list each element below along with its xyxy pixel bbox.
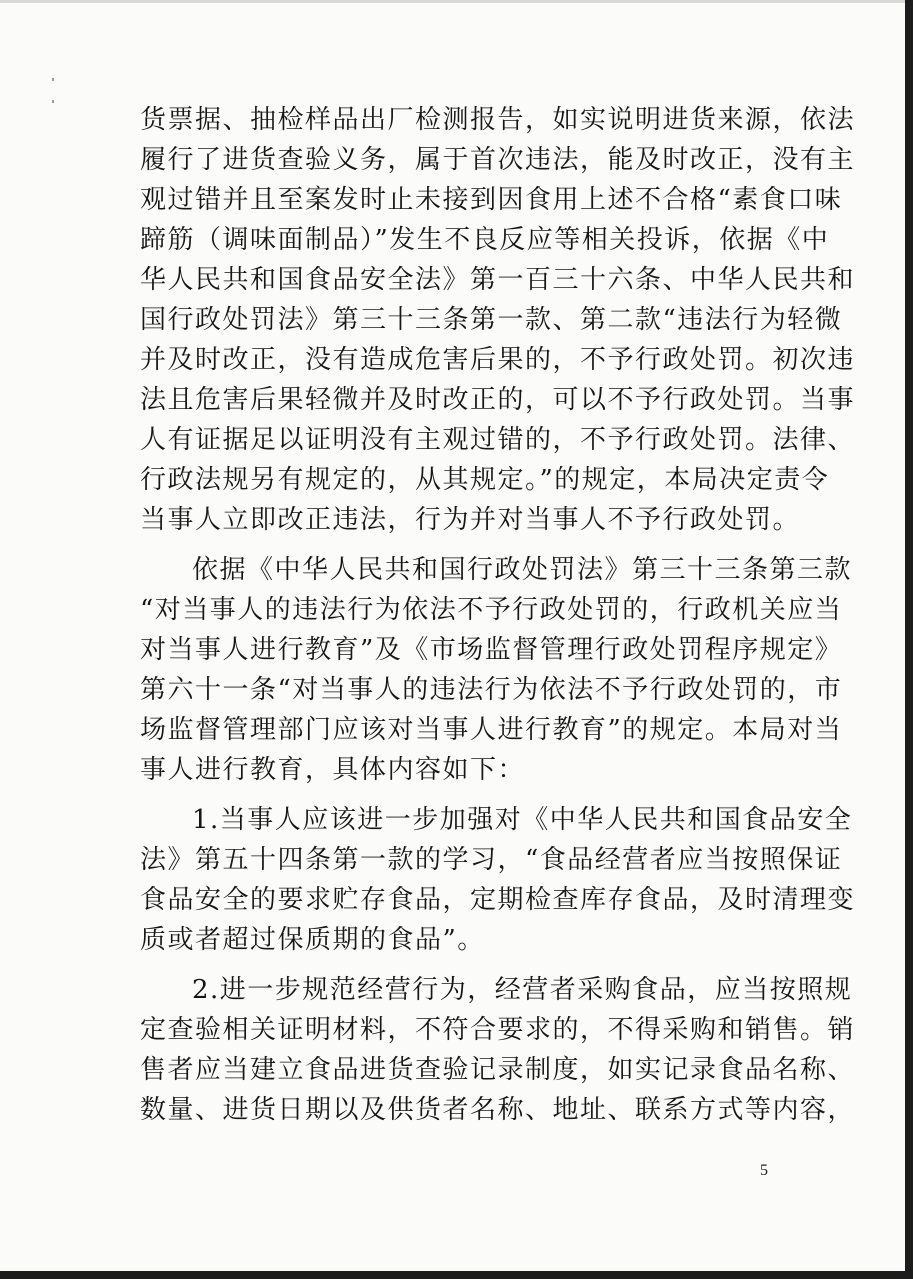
text-line: 食品安全的要求贮存食品，定期检查库存食品，及时清理变 bbox=[140, 885, 856, 915]
text-line: 国行政处罚法》第三十三条第一款、第二款“违法行为轻微 bbox=[140, 305, 843, 335]
text-line: 法》第五十四条第一款的学习，“食品经营者应当按照保证 bbox=[140, 845, 843, 875]
text-line: 场监督管理部门应该对当事人进行教育”的规定。本局对当 bbox=[140, 715, 843, 745]
text-line: 并及时改正，没有造成危害后果的，不予行政处罚。初次违 bbox=[140, 345, 856, 375]
text-line: 第六十一条“对当事人的违法行为依法不予行政处罚的，市 bbox=[140, 675, 843, 705]
text-line: 货票据、抽检样品出厂检测报告，如实说明进货来源，依法 bbox=[140, 105, 856, 135]
text-line: 履行了进货查验义务，属于首次违法，能及时改正，没有主 bbox=[140, 145, 856, 175]
text-line: 蹄筋（调味面制品）”发生不良反应等相关投诉，依据《中 bbox=[140, 225, 830, 255]
paragraph bbox=[140, 800, 856, 960]
text-line: 1.当事人应该进一步加强对《中华人民共和国食品安全 bbox=[192, 805, 853, 835]
paragraph-gap bbox=[140, 540, 770, 550]
text-line: 华人民共和国食品安全法》第一百三十六条、中华人民共和 bbox=[140, 265, 856, 295]
text-line: 对当事人进行教育”及《市场监督管理行政处罚程序规定》 bbox=[140, 635, 843, 665]
text-line: 依据《中华人民共和国行政处罚法》第三十三条第三款 bbox=[192, 555, 853, 585]
paragraph-gap bbox=[140, 960, 770, 970]
document-body bbox=[140, 100, 856, 1130]
text-line: 人有证据足以证明没有主观过错的，不予行政处罚。法律、 bbox=[140, 425, 856, 455]
paragraph bbox=[140, 550, 853, 790]
scan-speck bbox=[52, 100, 54, 103]
text-line: 售者应当建立食品进货查验记录制度，如实记录食品名称、 bbox=[140, 1055, 856, 1085]
page-number: 5 bbox=[760, 1162, 768, 1179]
text-line: “对当事人的违法行为依法不予行政处罚的，行政机关应当 bbox=[140, 595, 843, 625]
text-line: 事人进行教育，具体内容如下： bbox=[140, 755, 526, 785]
text-line: 质或者超过保质期的食品”。 bbox=[140, 925, 485, 955]
text-line: 定查验相关证明材料，不符合要求的，不得采购和销售。销 bbox=[140, 1015, 856, 1045]
paragraph bbox=[140, 100, 856, 540]
text-line: 观过错并且至案发时止未接到因食用上述不合格“素食口味 bbox=[140, 185, 843, 215]
text-line: 数量、进货日期以及供货者名称、地址、联系方式等内容， bbox=[140, 1095, 856, 1125]
text-line: 2.进一步规范经营行为，经营者采购食品，应当按照规 bbox=[192, 975, 853, 1005]
scan-speck bbox=[52, 78, 54, 81]
text-line: 法且危害后果轻微并及时改正的，可以不予行政处罚。当事 bbox=[140, 385, 856, 415]
text-line: 当事人立即改正违法，行为并对当事人不予行政处罚。 bbox=[140, 505, 801, 535]
scan-edge bbox=[0, 0, 905, 3]
paragraph bbox=[140, 970, 856, 1130]
paragraph-gap bbox=[140, 790, 770, 800]
text-line: 行政法规另有规定的，从其规定。”的规定，本局决定责令 bbox=[140, 465, 830, 495]
